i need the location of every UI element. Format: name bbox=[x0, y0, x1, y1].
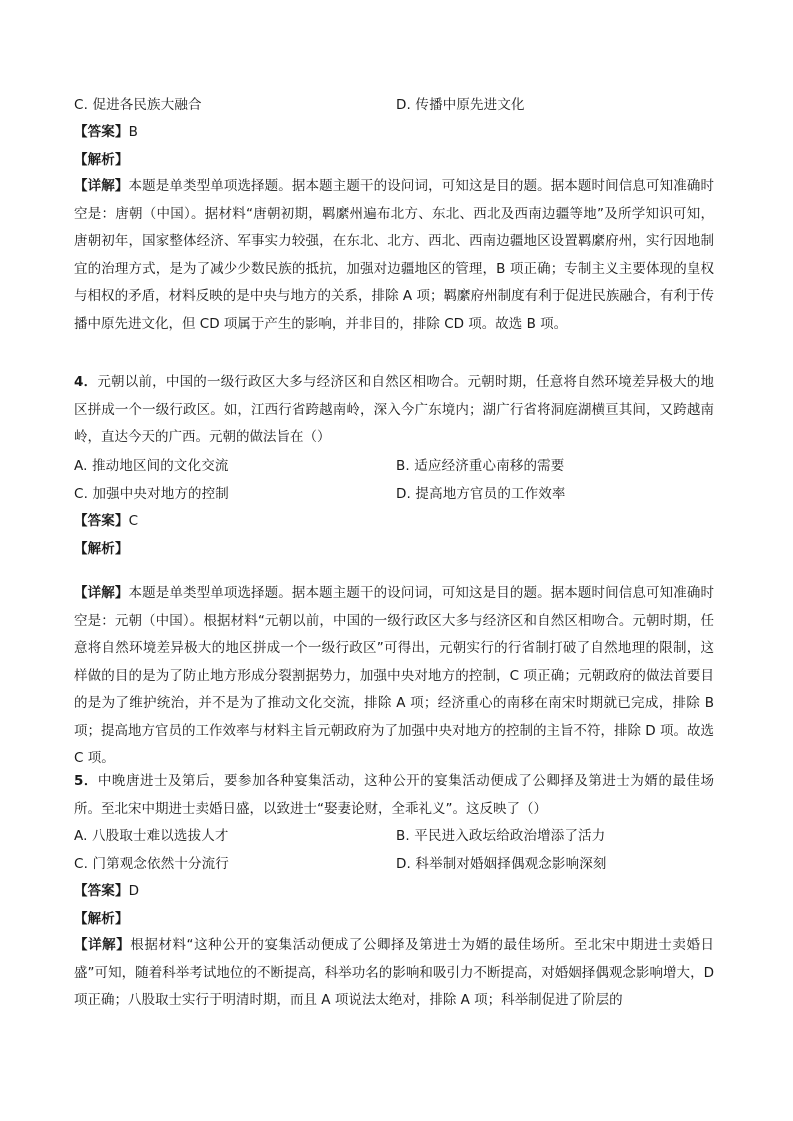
q4-option-c: C. 加强中央对地方的控制 bbox=[74, 486, 229, 502]
q4-detail bbox=[74, 580, 714, 773]
answer-tag: 【答案】 bbox=[74, 883, 129, 899]
question-number: 4． bbox=[74, 374, 98, 390]
answer-tag: 【答案】 bbox=[74, 124, 129, 140]
detail-text: 本题是单类型单项选择题。据本题主题干的设问词，可知这是目的题。据本题时间信息可知准确时空是：唐朝（中国）。据材料“唐朝初期，羁縻州遍布北方、东北、西北及西南边疆等地”及所学知识可知，唐朝初年，国家整体经济、军事实力较强，在东北、北方、西北、西南边疆地区设置羁縻府州，实行因地制宜的治理方式，是为了减少少数民族的抵抗，加强对边疆地区的管理，B 项正确；专制主义主要体现的皇权与相权的矛盾，材料反映的是中央与地方的关系，排除 A 项；羁縻府州制度有利于促进民族融合，有利于传播中原先进文化，但 CD 项属于产生的影响，并非目的，排除 CD 项。故选 B 项。 bbox=[74, 178, 715, 332]
q4-stem bbox=[74, 369, 714, 452]
q4-option-a: A. 推动地区间的文化交流 bbox=[74, 458, 229, 474]
q3-option-d: D. 传播中原先进文化 bbox=[396, 97, 525, 113]
q4-option-d: D. 提高地方官员的工作效率 bbox=[396, 486, 566, 502]
detail-tag: 【详解】 bbox=[74, 178, 129, 194]
q3-answer bbox=[74, 123, 138, 141]
answer-value: C bbox=[128, 513, 139, 529]
q5-option-a: A. 八股取士难以选拔人才 bbox=[74, 828, 229, 844]
q3-option-c: C. 促进各民族大融合 bbox=[74, 97, 202, 113]
q4-answer bbox=[74, 512, 138, 530]
detail-tag: 【详解】 bbox=[74, 585, 129, 601]
q5-stem bbox=[74, 768, 714, 823]
detail-text: 根据材料“这种公开的宴集活动便成了公卿择及第进士为婿的最佳场所。至北宋中期进士卖婚日盛”可知，随着科举考试地位的不断提高，科举功名的影响和吸引力不断提高，对婚姻择偶观念影响增大，D 项正确；八股取士实行于明清时期，而且 A 项说法太绝对，排除 A 项；科举制促进了阶层的 bbox=[74, 937, 715, 1008]
q5-option-d: D. 科举制对婚姻择偶观念影响深刻 bbox=[396, 856, 607, 872]
q4-analysis-heading: 【解析】 bbox=[74, 541, 129, 557]
answer-value: D bbox=[128, 883, 140, 899]
answer-value: B bbox=[128, 124, 139, 140]
question-number: 5． bbox=[74, 773, 98, 789]
q5-detail bbox=[74, 932, 714, 1015]
q3-analysis-heading: 【解析】 bbox=[74, 152, 129, 168]
q5-answer bbox=[74, 882, 139, 900]
detail-tag: 【详解】 bbox=[74, 937, 131, 953]
question-stem: 中晚唐进士及第后，要参加各种宴集活动，这种公开的宴集活动便成了公卿择及第进士为婿的最佳场所。至北宋中期进士卖婚日盛，以致进士“娶妻论财，全乖礼义”。这反映了（） bbox=[74, 773, 714, 817]
detail-text: 本题是单类型单项选择题。据本题主题干的设问词，可知这是目的题。据本题时间信息可知准确时空是：元朝（中国）。根据材料“元朝以前，中国的一级行政区大多与经济区和自然区相吻合。元朝时期，任意将自然环境差异极大的地区拼成一个一级行政区”可得出，元朝实行的行省制打破了自然地理的限制，这样做的目的是为了防止地方形成分裂割据势力，加强中央对地方的控制，C 项正确；元朝政府的做法首要目的是为了维护统治，并不是为了推动文化交流，排除 A 项；经济重心的南移在南宋时期就已完成，排除 B 项；提高地方官员的工作效率与材料主旨元朝政府为了加强中央对地方的控制的主旨不符，排除 D 项。故选 C 项。 bbox=[74, 585, 715, 766]
q5-option-b: B. 平民进入政坛给政治增添了活力 bbox=[396, 828, 606, 844]
q5-option-c: C. 门第观念依然十分流行 bbox=[74, 856, 229, 872]
q4-option-b: B. 适应经济重心南移的需要 bbox=[396, 458, 565, 474]
q5-analysis-heading: 【解析】 bbox=[74, 911, 129, 927]
q3-detail bbox=[74, 173, 714, 338]
answer-tag: 【答案】 bbox=[74, 513, 129, 529]
question-stem: 元朝以前，中国的一级行政区大多与经济区和自然区相吻合。元朝时期，任意将自然环境差异极大的地区拼成一个一级行政区。如，江西行省跨越南岭，深入今广东境内；湖广行省将洞庭湖横亘其间，又跨越南岭，直达今天的广西。元朝的做法旨在（） bbox=[74, 374, 714, 445]
